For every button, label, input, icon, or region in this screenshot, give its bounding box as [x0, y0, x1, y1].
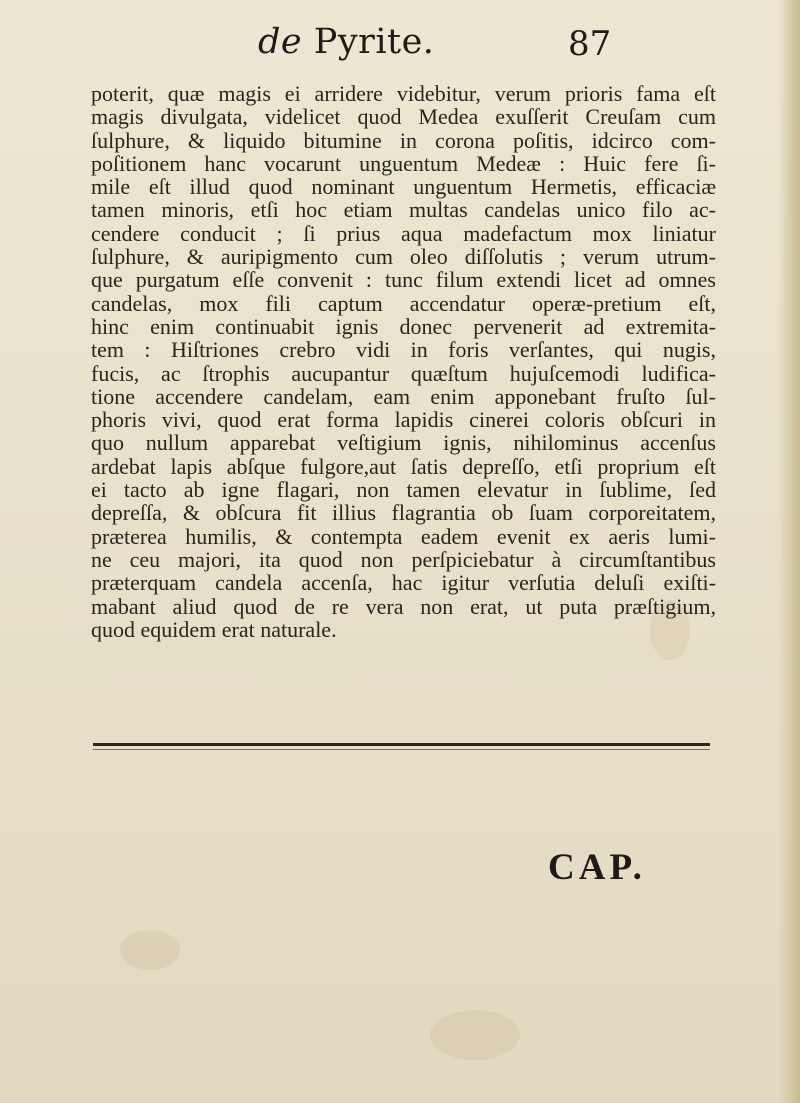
running-title-main: Pyrite.: [313, 22, 435, 62]
text-line: præterea humilis, & contempta eadem evenit ex aeris lumi-: [91, 523, 716, 549]
text-line: ne ceu majori, ita quod non perſpiciebatur à circumſtantibus: [91, 546, 716, 572]
text-line: mile eſt illud quod nominant unguentum Hermetis, efficaciæ: [91, 174, 716, 200]
text-line: quod equidem erat naturale.: [91, 616, 337, 642]
text-line: candelas, mox fili captum accendatur operæ-pretium eſt,: [91, 290, 716, 316]
page-header: [0, 18, 800, 74]
text-line: mabant aliud quod de re vera non erat, ut puta præſtigium,: [91, 593, 716, 619]
text-line: ſulphure, & auripigmento cum oleo diſſolutis ; verum utrum-: [91, 244, 716, 270]
text-line: tem : Hiſtriones crebro vidi in foris verſantes, qui nugis,: [91, 337, 716, 363]
text-line: que purgatum eſſe convenit : tunc filum extendi licet ad omnes: [91, 267, 716, 293]
text-line: depreſſa, & obſcura fit illius flagrantia ob ſuam corporeitatem,: [91, 500, 716, 526]
text-line: præterquam candela accenſa, hac igitur verſutia deluſi exiſti-: [91, 570, 716, 596]
page-number: 87: [568, 24, 612, 64]
text-line: magis divulgata, videlicet quod Medea exuſſerit Creuſam cum: [91, 104, 716, 130]
paper-stain: [120, 930, 180, 970]
text-line: ſulphure, & liquido bitumine in corona poſitis, idcirco com-: [91, 127, 716, 153]
text-line: hinc enim continuabit ignis donec pervenerit ad extremita-: [91, 313, 716, 339]
text-line: ei tacto ab igne flagari, non tamen elevatur in ſublime, ſed: [91, 477, 716, 503]
text-line: fucis, ac ſtrophis aucupantur quæſtum hujuſcemodi ludifica-: [91, 360, 716, 386]
body-text: [91, 82, 716, 641]
running-title: [258, 22, 434, 62]
text-line: tione accendere candelam, eam enim apponebant fruſto ſul-: [91, 383, 716, 409]
text-line: cendere conducit ; ſi prius aqua madefactum mox liniatur: [91, 220, 716, 246]
page-edge-shadow: [778, 0, 800, 1103]
text-line: poſitionem hanc vocarunt unguentum Medeæ : Huic fere ſi-: [91, 150, 716, 176]
running-title-prefix: de: [258, 22, 303, 62]
text-line: tamen minoris, etſi hoc etiam multas candelas unico filo ac-: [91, 197, 716, 223]
section-divider-rule-thin: [93, 749, 710, 750]
catchword: CAP.: [548, 847, 646, 888]
paper-stain: [430, 1010, 520, 1060]
text-line: poterit, quæ magis ei arridere videbitur, verum prioris fama eſt: [91, 81, 716, 106]
text-line: quo nullum apparebat veſtigium ignis, nihilominus accenſus: [91, 430, 716, 456]
text-line: phoris vivi, quod erat forma lapidis cinerei coloris obſcuri in: [91, 407, 716, 433]
section-divider-rule: [93, 743, 710, 746]
text-line: ardebat lapis abſque fulgore,aut ſatis depreſſo, etſi proprium eſt: [91, 453, 716, 479]
